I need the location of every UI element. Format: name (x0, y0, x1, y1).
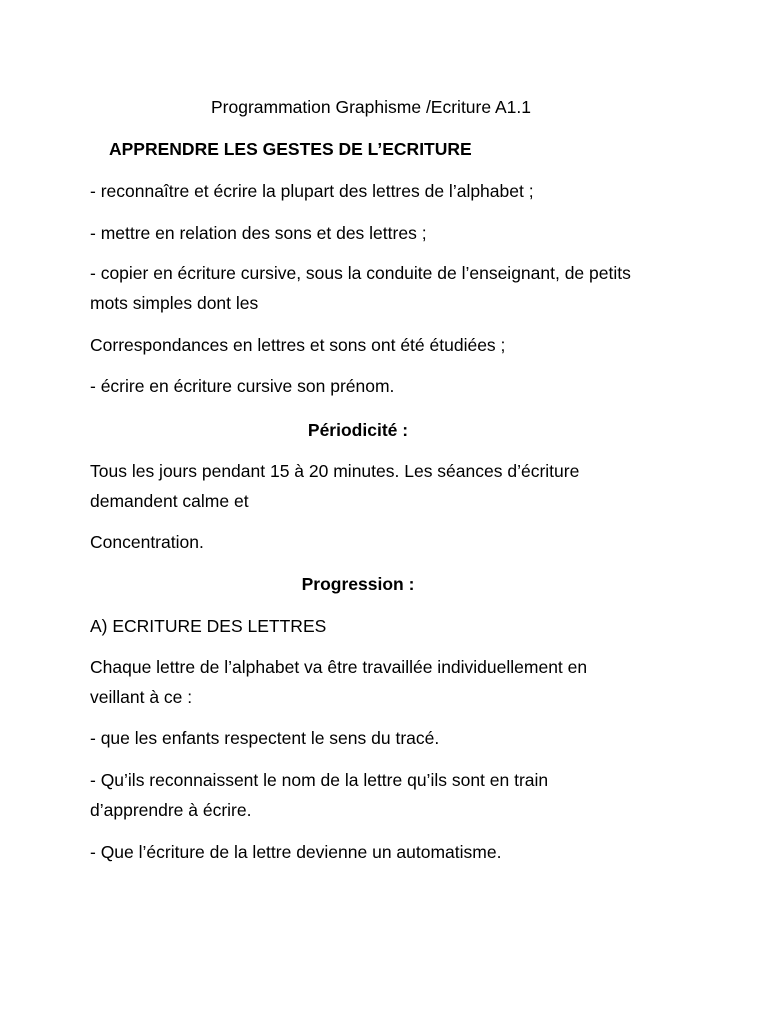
point-line: - que les enfants respectent le sens du tracé. (90, 728, 440, 748)
periodicity-line: demandent calme et (90, 491, 249, 511)
section-a-heading: A) ECRITURE DES LETTRES (90, 616, 327, 636)
objective-line: - écrire en écriture cursive son prénom. (90, 376, 395, 396)
objective-line: mots simples dont les (90, 293, 259, 313)
progression-heading: Progression : (301, 574, 415, 594)
objective-line: - mettre en relation des sons et des lettres ; (90, 223, 427, 243)
intro-line: veillant à ce : (90, 687, 193, 707)
section-heading: APPRENDRE LES GESTES DE L’ECRITURE (109, 139, 472, 159)
periodicity-heading: Périodicité : (307, 420, 409, 440)
objective-line: Correspondances en lettres et sons ont été étudiées ; (90, 335, 506, 355)
periodicity-line: Concentration. (90, 532, 204, 552)
point-line: d’apprendre à écrire. (90, 800, 252, 820)
intro-line: Chaque lettre de l’alphabet va être travaillée individuellement en (90, 657, 588, 677)
point-line: - Que l’écriture de la lettre devienne un automatisme. (90, 842, 502, 862)
point-line: - Qu’ils reconnaissent le nom de la lettre qu’ils sont en train (90, 770, 549, 790)
objective-line: - reconnaître et écrire la plupart des lettres de l’alphabet ; (90, 181, 534, 201)
objective-line: - copier en écriture cursive, sous la conduite de l’enseignant, de petits (90, 263, 631, 283)
periodicity-line: Tous les jours pendant 15 à 20 minutes. Les séances d’écriture (90, 461, 580, 481)
document-title: Programmation Graphisme /Ecriture A1.1 (211, 97, 531, 117)
